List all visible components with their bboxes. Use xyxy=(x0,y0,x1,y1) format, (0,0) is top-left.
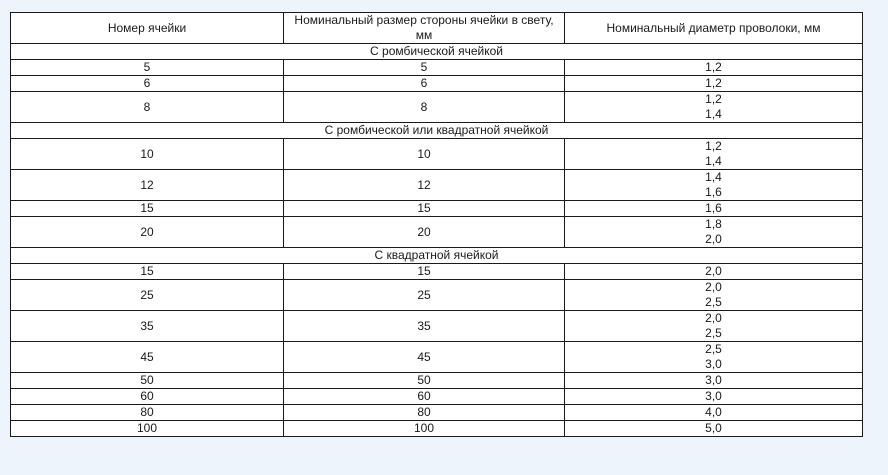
table-row xyxy=(11,311,863,342)
cell-number: 6 xyxy=(11,76,284,92)
table-row xyxy=(11,342,863,373)
cell-size: 5 xyxy=(284,60,565,76)
table-row xyxy=(11,405,863,421)
cell-diameter xyxy=(565,139,863,170)
diameter-value: 1,4 xyxy=(705,154,722,168)
diameter-value: 2,0 xyxy=(705,280,722,294)
cell-number: 80 xyxy=(11,405,284,421)
diameter-value: 4,0 xyxy=(705,405,722,419)
table-row xyxy=(11,201,863,217)
cell-diameter xyxy=(565,421,863,437)
diameter-value: 2,5 xyxy=(705,295,722,309)
cell-size: 80 xyxy=(284,405,565,421)
diameter-value: 1,2 xyxy=(705,139,722,153)
diameter-value: 3,0 xyxy=(705,373,722,387)
diameter-value: 1,8 xyxy=(705,217,722,231)
cell-size: 25 xyxy=(284,280,565,311)
diameter-value: 1,2 xyxy=(705,92,722,106)
cell-diameter xyxy=(565,201,863,217)
diameter-value: 1,2 xyxy=(705,76,722,90)
diameter-value: 3,0 xyxy=(705,389,722,403)
cell-diameter xyxy=(565,92,863,123)
cell-diameter xyxy=(565,389,863,405)
table-row xyxy=(11,170,863,201)
header-row xyxy=(11,13,863,44)
table-row xyxy=(11,60,863,76)
cell-diameter xyxy=(565,311,863,342)
cell-number: 50 xyxy=(11,373,284,389)
cell-diameter xyxy=(565,264,863,280)
diameter-value: 2,0 xyxy=(705,311,722,325)
cell-number: 35 xyxy=(11,311,284,342)
table-row xyxy=(11,92,863,123)
diameter-value: 2,0 xyxy=(705,264,722,278)
cell-number: 100 xyxy=(11,421,284,437)
table-row xyxy=(11,280,863,311)
cell-diameter xyxy=(565,373,863,389)
cell-size: 12 xyxy=(284,170,565,201)
table-row xyxy=(11,373,863,389)
cell-number: 12 xyxy=(11,170,284,201)
cell-number: 15 xyxy=(11,201,284,217)
diameter-value: 1,2 xyxy=(705,60,722,74)
cell-size: 100 xyxy=(284,421,565,437)
header-cell-size: Номинальный размер стороны ячейки в свету, мм xyxy=(284,13,565,44)
section-row xyxy=(11,123,863,139)
section-row xyxy=(11,248,863,264)
cell-diameter xyxy=(565,60,863,76)
cell-number: 15 xyxy=(11,264,284,280)
cell-size: 45 xyxy=(284,342,565,373)
diameter-value: 1,4 xyxy=(705,170,722,184)
cell-diameter xyxy=(565,76,863,92)
diameter-value: 5,0 xyxy=(705,421,722,435)
header-cell-number: Номер ячейки xyxy=(11,13,284,44)
cell-size: 20 xyxy=(284,217,565,248)
cell-size: 50 xyxy=(284,373,565,389)
cell-diameter xyxy=(565,170,863,201)
diameter-value: 1,6 xyxy=(705,185,722,199)
cell-number: 20 xyxy=(11,217,284,248)
mesh-table-body xyxy=(11,13,863,437)
diameter-value: 1,4 xyxy=(705,107,722,121)
cell-number: 60 xyxy=(11,389,284,405)
diameter-value: 2,5 xyxy=(705,342,722,356)
mesh-spec-table xyxy=(10,12,863,437)
diameter-value: 1,6 xyxy=(705,201,722,215)
section-title: С ромбической или квадратной ячейкой xyxy=(11,123,863,139)
cell-number: 5 xyxy=(11,60,284,76)
diameter-value: 3,0 xyxy=(705,357,722,371)
cell-number: 45 xyxy=(11,342,284,373)
cell-number: 8 xyxy=(11,92,284,123)
section-row xyxy=(11,44,863,60)
table-row xyxy=(11,421,863,437)
table-row xyxy=(11,76,863,92)
cell-size: 15 xyxy=(284,201,565,217)
cell-size: 15 xyxy=(284,264,565,280)
section-title: С квадратной ячейкой xyxy=(11,248,863,264)
cell-diameter xyxy=(565,217,863,248)
table-row xyxy=(11,217,863,248)
cell-diameter xyxy=(565,280,863,311)
cell-diameter xyxy=(565,342,863,373)
cell-number: 10 xyxy=(11,139,284,170)
diameter-value: 2,5 xyxy=(705,326,722,340)
cell-size: 60 xyxy=(284,389,565,405)
cell-diameter xyxy=(565,405,863,421)
cell-size: 8 xyxy=(284,92,565,123)
cell-number: 25 xyxy=(11,280,284,311)
diameter-value: 2,0 xyxy=(705,232,722,246)
cell-size: 6 xyxy=(284,76,565,92)
cell-size: 10 xyxy=(284,139,565,170)
table-row xyxy=(11,264,863,280)
header-cell-diameter: Номинальный диаметр проволоки, мм xyxy=(565,13,863,44)
section-title: С ромбической ячейкой xyxy=(11,44,863,60)
table-row xyxy=(11,389,863,405)
cell-size: 35 xyxy=(284,311,565,342)
table-row xyxy=(11,139,863,170)
